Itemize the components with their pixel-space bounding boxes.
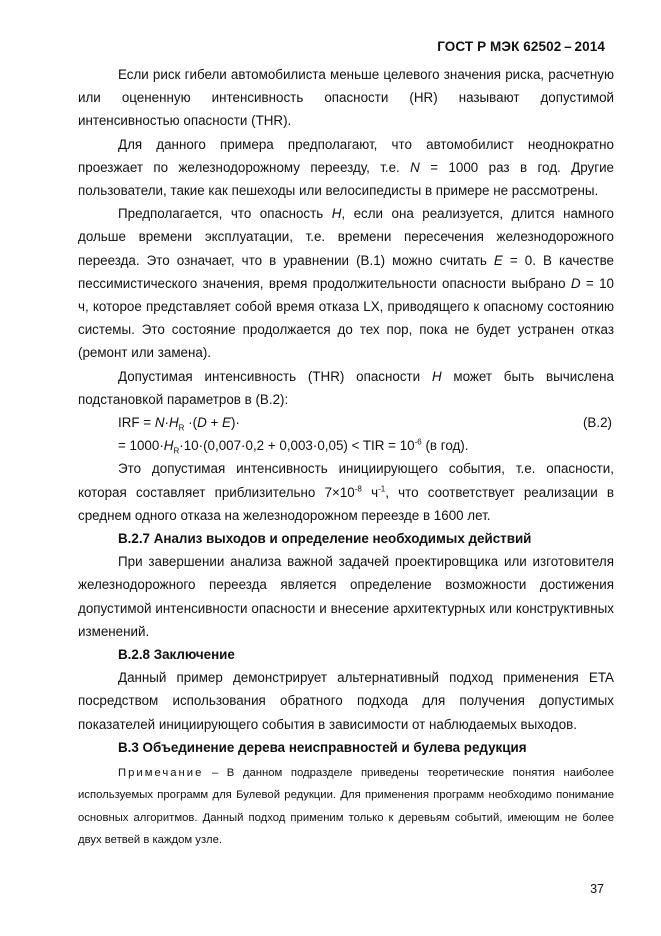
- equation-evaluation: [78, 434, 614, 457]
- note-label: Примечание: [118, 767, 204, 780]
- note-paragraph: [78, 762, 614, 851]
- eq-superscript: -6: [414, 437, 422, 447]
- text-run: ч: [361, 484, 379, 500]
- variable-h: H: [331, 206, 342, 222]
- eq-var-h: H: [168, 415, 179, 431]
- variable-n: N: [410, 159, 420, 175]
- equation-b2: [78, 411, 614, 434]
- paragraph-conclusion: Данный пример демонстрирует альтернативный подход применения ETA посредством использования обратного подхода для получения допустимых показателей инициирующего события в зависимости от наблюдаемых выходов.: [78, 670, 614, 732]
- superscript: -8: [354, 484, 362, 494]
- eq-text: IRF =: [118, 415, 155, 431]
- text-run: Допустимая интенсивность (THR) опасности: [118, 368, 432, 384]
- variable-e: E: [493, 252, 503, 268]
- eq-text: (в год).: [421, 438, 469, 454]
- eq-var-d: D: [197, 415, 207, 431]
- page-number: 37: [590, 882, 604, 896]
- text-run: Для данного примера предполагают, что автомобилист неоднократно проезжает по железнодорожному переезду, т.е.: [78, 136, 614, 175]
- paragraph-example-assumption: [78, 133, 614, 203]
- eq-var-e: E: [222, 415, 231, 431]
- eq-text: ·10·(0,007·0,2 + 0,003·0,05) < TIR = 10: [179, 438, 415, 454]
- text-run: = 10 ч, которое представляет собой время отказа LX, приводящего к опасному состоянию системы. Это состояние продолжается до тех пор, пока не будет устранен отказ (ремонт или замена).: [78, 275, 614, 361]
- eq-subscript: R: [178, 423, 185, 433]
- paragraph-thr-calculation: [78, 365, 614, 411]
- eq-text: +: [206, 415, 223, 431]
- text-run: , если она реализуется, длится намного дольше времени эксплуатации, т.е. времени пересечения железнодорожного переезда. Это означает, что в уравнении (В.1) можно считать: [78, 206, 614, 268]
- paragraph-analysis-results: При завершении анализа важной задачей проектировщика или изготовителя железнодорожного переезда является определение возможности достижения допустимой интенсивности опасности и внесение архитектурных или конструктивных изменений.: [78, 554, 614, 639]
- equation-body: [118, 411, 240, 434]
- section-heading-b27: В.2.7 Анализ выходов и определение необходимых действий: [118, 531, 532, 547]
- text-run: может быть вычислена подстановкой параметров в (В.2):: [78, 368, 614, 407]
- superscript: -1: [378, 484, 386, 494]
- eq-var-h: H: [163, 438, 174, 454]
- variable-d: D: [570, 275, 581, 291]
- eq-var-n: N: [154, 415, 165, 431]
- text-run: Предполагается, что опасность: [118, 206, 332, 222]
- section-heading-b3: В.3 Объединение дерева неисправностей и булева редукция: [118, 739, 527, 755]
- eq-subscript: R: [173, 446, 180, 456]
- variable-h: H: [431, 368, 442, 384]
- eq-text: )·: [230, 415, 240, 431]
- paragraph-thr-definition: Если риск гибели автомобилиста меньше целевого значения риска, расчетную или оцененную интенсивность опасности (HR) называют допустимой интенсивностью опасности (THR).: [78, 67, 614, 129]
- paragraph-initiating-event-rate: [78, 457, 614, 527]
- page-content: [78, 63, 614, 851]
- text-run: = 0. В качестве пессимистического значения, время продолжительности опасности выбрано: [78, 252, 614, 291]
- eq-text: ·: [164, 415, 169, 431]
- eq-text: = 1000·: [118, 438, 164, 454]
- text-run: Это допустимая интенсивность инициирующего события, т.е. опасности, которая составляет приблизительно 7×10: [78, 461, 614, 500]
- standard-header: ГОСТ Р МЭК 62502 – 2014: [437, 39, 605, 54]
- section-heading-b28: В.2.8 Заключение: [118, 647, 235, 663]
- text-run: = 1000 раз в год. Другие пользователи, такие как пешеходы или велосипедисты в примере не рассмотрены.: [78, 159, 615, 199]
- eq-text: ·(: [184, 415, 198, 431]
- equation-number: (В.2): [582, 415, 612, 431]
- paragraph-hazard-duration: [78, 202, 614, 364]
- note-text: – В данном подразделе приведены теоретические понятия наиболее используемых программ для Булевой редукции. Для применения программ необходимо понимание основных алгоритмов. Данный подход применим только к деревьям событий, имеющим не более двух ветвей в каждом узле.: [78, 767, 614, 846]
- text-run: , что соответствует реализации в среднем одного отказа на железнодорожном переезде в 1600 лет.: [78, 484, 615, 523]
